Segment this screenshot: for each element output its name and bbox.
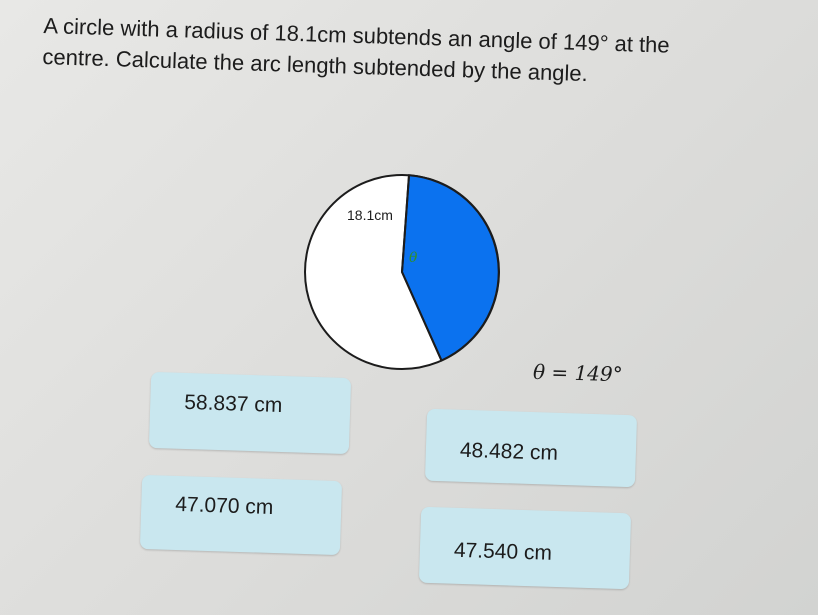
theta-symbol: θ [409,250,418,266]
radius-label: 18.1cm [347,207,393,223]
answer-option-3-label: 47.070 cm [174,492,274,520]
answer-option-1-label: 58.837 cm [183,390,283,418]
question-text [42,10,804,96]
answer-option-2[interactable] [425,409,637,488]
question-angle-value: 149° [562,29,609,56]
answer-option-2-label: 48.482 cm [459,438,559,465]
answer-option-3[interactable] [140,475,342,555]
question-line-2: centre. Calculate the arc length subtended by the angle. [42,43,589,87]
question-line-1-text: A circle with a radius of 18.1cm subtends an angle of [43,12,564,55]
answer-option-4[interactable] [419,507,631,590]
circle-diagram [292,162,512,382]
theta-equation: θ = 149° [532,359,623,387]
question-line-1-end: at the [608,30,671,58]
answer-option-4-label: 47.540 cm [453,538,553,565]
answer-option-1[interactable] [149,372,351,454]
